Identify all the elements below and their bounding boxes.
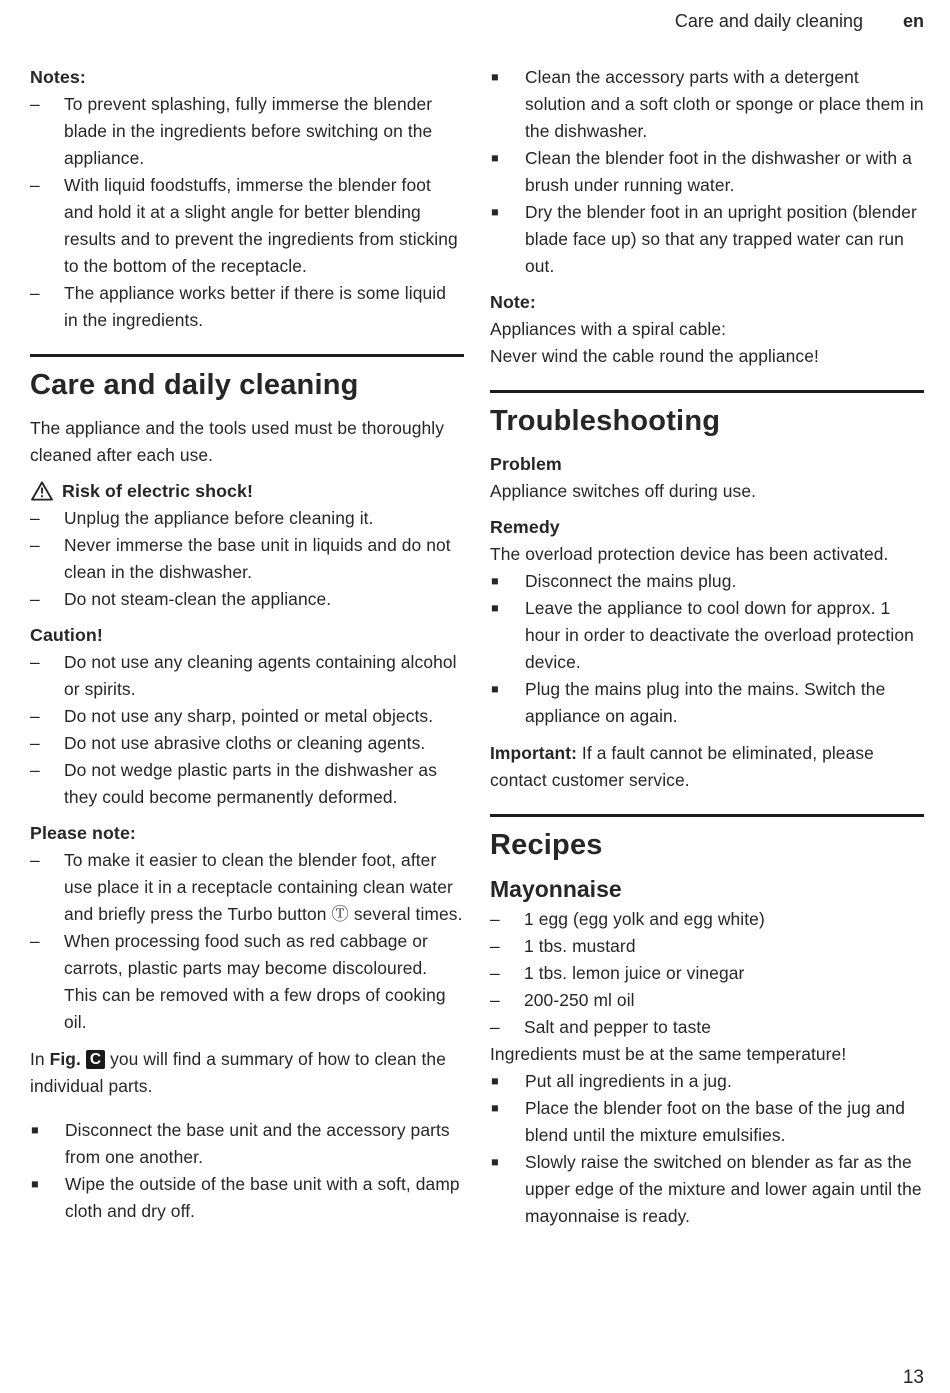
body-paragraph: The appliance and the tools used must be thoroughly cleaned after each use. <box>30 418 445 465</box>
list-item <box>490 1095 924 1149</box>
section-divider-rule <box>490 390 924 393</box>
page-number: 13 <box>902 1367 924 1388</box>
dash-bullet: – <box>30 508 40 528</box>
square-bullet: ■ <box>491 1101 499 1115</box>
list-item-text: Disconnect the base unit and the accessory parts from one another. <box>65 1120 450 1168</box>
list-item <box>490 568 924 595</box>
square-bullet: ■ <box>491 1074 499 1088</box>
left-column <box>30 64 464 1230</box>
list-item-text: Unplug the appliance before cleaning it. <box>64 508 374 528</box>
list-item <box>30 532 464 586</box>
bold-run: Important: <box>490 743 577 763</box>
list-item-text: Do not use abrasive cloths or cleaning agents. <box>64 733 426 753</box>
square-list <box>490 568 924 730</box>
list-item-text: To make it easier to clean the blender foot, after use place it in a receptacle containing clean water and briefly press the Turbo button Ⓣ several times. <box>64 850 463 924</box>
list-item-text: Put all ingredients in a jug. <box>525 1071 732 1091</box>
list-item <box>30 1117 464 1171</box>
list-item-text: 200-250 ml oil <box>524 990 635 1010</box>
list-item-text: Do not use any cleaning agents containing alcohol or spirits. <box>64 652 457 699</box>
list-item <box>30 586 464 613</box>
warning-label-text: Risk of electric shock! <box>62 481 254 501</box>
list-item <box>490 199 924 280</box>
warning-triangle-icon <box>31 481 53 501</box>
list-item <box>490 64 924 145</box>
bold-label: Remedy <box>490 517 560 537</box>
list-item-text: 1 egg (egg yolk and egg white) <box>524 909 765 929</box>
dash-bullet: – <box>30 589 40 609</box>
dash-bullet: – <box>490 936 500 956</box>
list-item <box>490 987 924 1014</box>
bold-label: Please note: <box>30 823 136 843</box>
figure-ref-badge: C <box>86 1050 105 1069</box>
list-item <box>490 1014 924 1041</box>
square-list <box>30 1117 464 1225</box>
body-paragraph: Never wind the cable round the appliance! <box>490 346 819 366</box>
square-list <box>490 64 924 280</box>
list-item <box>490 595 924 676</box>
dash-bullet: – <box>30 733 40 753</box>
list-item-text: Dry the blender foot in an upright position (blender blade face up) so that any trapped water can run out. <box>525 202 917 276</box>
dash-bullet: – <box>490 1017 500 1037</box>
bold-label: Notes: <box>30 67 86 87</box>
list-item-text: When processing food such as red cabbage or carrots, plastic parts may become discoloured. This can be removed with a few drops of cooking oil. <box>64 931 446 1032</box>
list-item <box>490 933 924 960</box>
list-item-text: Plug the mains plug into the mains. Switch the appliance on again. <box>525 679 886 726</box>
bold-run: Fig. <box>49 1049 86 1069</box>
list-item <box>30 172 464 280</box>
list-item <box>490 906 924 933</box>
dash-bullet: – <box>30 175 40 195</box>
dash-bullet: – <box>490 990 500 1010</box>
list-item-text: Do not use any sharp, pointed or metal objects. <box>64 706 434 726</box>
square-bullet: ■ <box>491 574 499 588</box>
dash-bullet: – <box>30 760 40 780</box>
section-heading: Care and daily cleaning <box>30 369 359 401</box>
list-item <box>30 757 464 811</box>
list-item-text: With liquid foodstuffs, immerse the blender foot and hold it at a slight angle for better blending results and to prevent the ingredients from sticking to the bottom of the receptacle. <box>64 175 458 276</box>
dash-bullet: – <box>30 94 40 114</box>
list-item <box>490 1068 924 1095</box>
bold-label: Problem <box>490 454 562 474</box>
list-item <box>490 676 924 730</box>
section-heading: Recipes <box>490 829 603 861</box>
square-bullet: ■ <box>491 682 499 696</box>
list-item-text: To prevent splashing, fully immerse the blender blade in the ingredients before switching on the appliance. <box>64 94 433 168</box>
square-bullet: ■ <box>491 205 499 219</box>
list-item-text: Clean the blender foot in the dishwasher or with a brush under running water. <box>525 148 912 195</box>
page-header <box>0 0 950 32</box>
dash-bullet: – <box>490 963 500 983</box>
square-bullet: ■ <box>31 1123 39 1138</box>
list-item-text: Do not wedge plastic parts in the dishwasher as they could become permanently deformed. <box>64 760 438 807</box>
dash-bullet: – <box>30 535 40 555</box>
bold-label: Caution! <box>30 625 103 645</box>
list-item-text: Place the blender foot on the base of the jug and blend until the mixture emulsifies. <box>525 1098 906 1145</box>
paragraph-text: you will find a summary of how to clean the individual parts. <box>30 1049 446 1096</box>
section-heading: Troubleshooting <box>490 405 721 437</box>
list-item-text: Disconnect the mains plug. <box>525 571 737 591</box>
running-header-title: Care and daily cleaning <box>674 11 863 31</box>
list-item <box>30 1171 464 1225</box>
list-item <box>30 280 464 334</box>
dash-list <box>490 906 924 1041</box>
dash-bullet: – <box>30 283 40 303</box>
dash-list <box>30 847 464 1036</box>
list-item <box>30 730 464 757</box>
list-item-text: Leave the appliance to cool down for approx. 1 hour in order to deactivate the overload protection device. <box>525 598 914 672</box>
recipe-heading: Mayonnaise <box>490 876 622 902</box>
square-bullet: ■ <box>491 601 499 615</box>
list-item-text: 1 tbs. mustard <box>524 936 636 956</box>
dash-list <box>30 91 464 334</box>
section-divider-rule <box>490 814 924 817</box>
list-item <box>490 145 924 199</box>
list-item <box>30 505 464 532</box>
list-item <box>490 1149 924 1230</box>
list-item <box>30 703 464 730</box>
list-item <box>490 960 924 987</box>
dash-list <box>30 649 464 811</box>
list-item <box>30 649 464 703</box>
list-item-text: 1 tbs. lemon juice or vinegar <box>524 963 745 983</box>
list-item-text: Never immerse the base unit in liquids and do not clean in the dishwasher. <box>64 535 451 582</box>
list-item-text: Salt and pepper to taste <box>524 1017 712 1037</box>
body-paragraph: Ingredients must be at the same temperature! <box>490 1044 847 1064</box>
body-paragraph: Appliances with a spiral cable: <box>490 319 727 339</box>
dash-bullet: – <box>30 931 40 951</box>
paragraph-text: If a fault cannot be eliminated, please contact customer service. <box>490 743 874 790</box>
two-column-layout <box>0 32 950 1230</box>
language-code: en <box>902 11 924 31</box>
right-column <box>490 64 924 1230</box>
warning-label <box>30 478 464 505</box>
square-bullet: ■ <box>491 151 499 165</box>
list-item-text: Wipe the outside of the base unit with a soft, damp cloth and dry off. <box>65 1174 460 1222</box>
square-bullet: ■ <box>491 70 499 84</box>
square-list <box>490 1068 924 1230</box>
list-item-text: The appliance works better if there is some liquid in the ingredients. <box>64 283 446 330</box>
dash-bullet: – <box>30 652 40 672</box>
body-paragraph: The overload protection device has been activated. <box>490 544 889 564</box>
dash-bullet: – <box>30 706 40 726</box>
list-item-text: Clean the accessory parts with a detergent solution and a soft cloth or sponge or place them in the dishwasher. <box>525 67 924 141</box>
body-paragraph: Appliance switches off during use. <box>490 481 757 501</box>
list-item-text: Slowly raise the switched on blender as far as the upper edge of the mixture and lower again until the mayonnaise is ready. <box>525 1152 922 1226</box>
figure-reference-paragraph <box>30 1046 464 1100</box>
list-item <box>30 847 464 928</box>
dash-list <box>30 505 464 613</box>
square-bullet: ■ <box>31 1177 39 1192</box>
dash-bullet: – <box>490 909 500 929</box>
paragraph-text: In <box>30 1049 50 1069</box>
list-item <box>30 928 464 1036</box>
list-item <box>30 91 464 172</box>
body-paragraph <box>490 740 924 794</box>
list-item-text: Do not steam-clean the appliance. <box>64 589 332 609</box>
bold-label: Note: <box>490 292 536 312</box>
section-divider-rule <box>30 354 464 357</box>
dash-bullet: – <box>30 850 40 870</box>
square-bullet: ■ <box>491 1155 499 1169</box>
